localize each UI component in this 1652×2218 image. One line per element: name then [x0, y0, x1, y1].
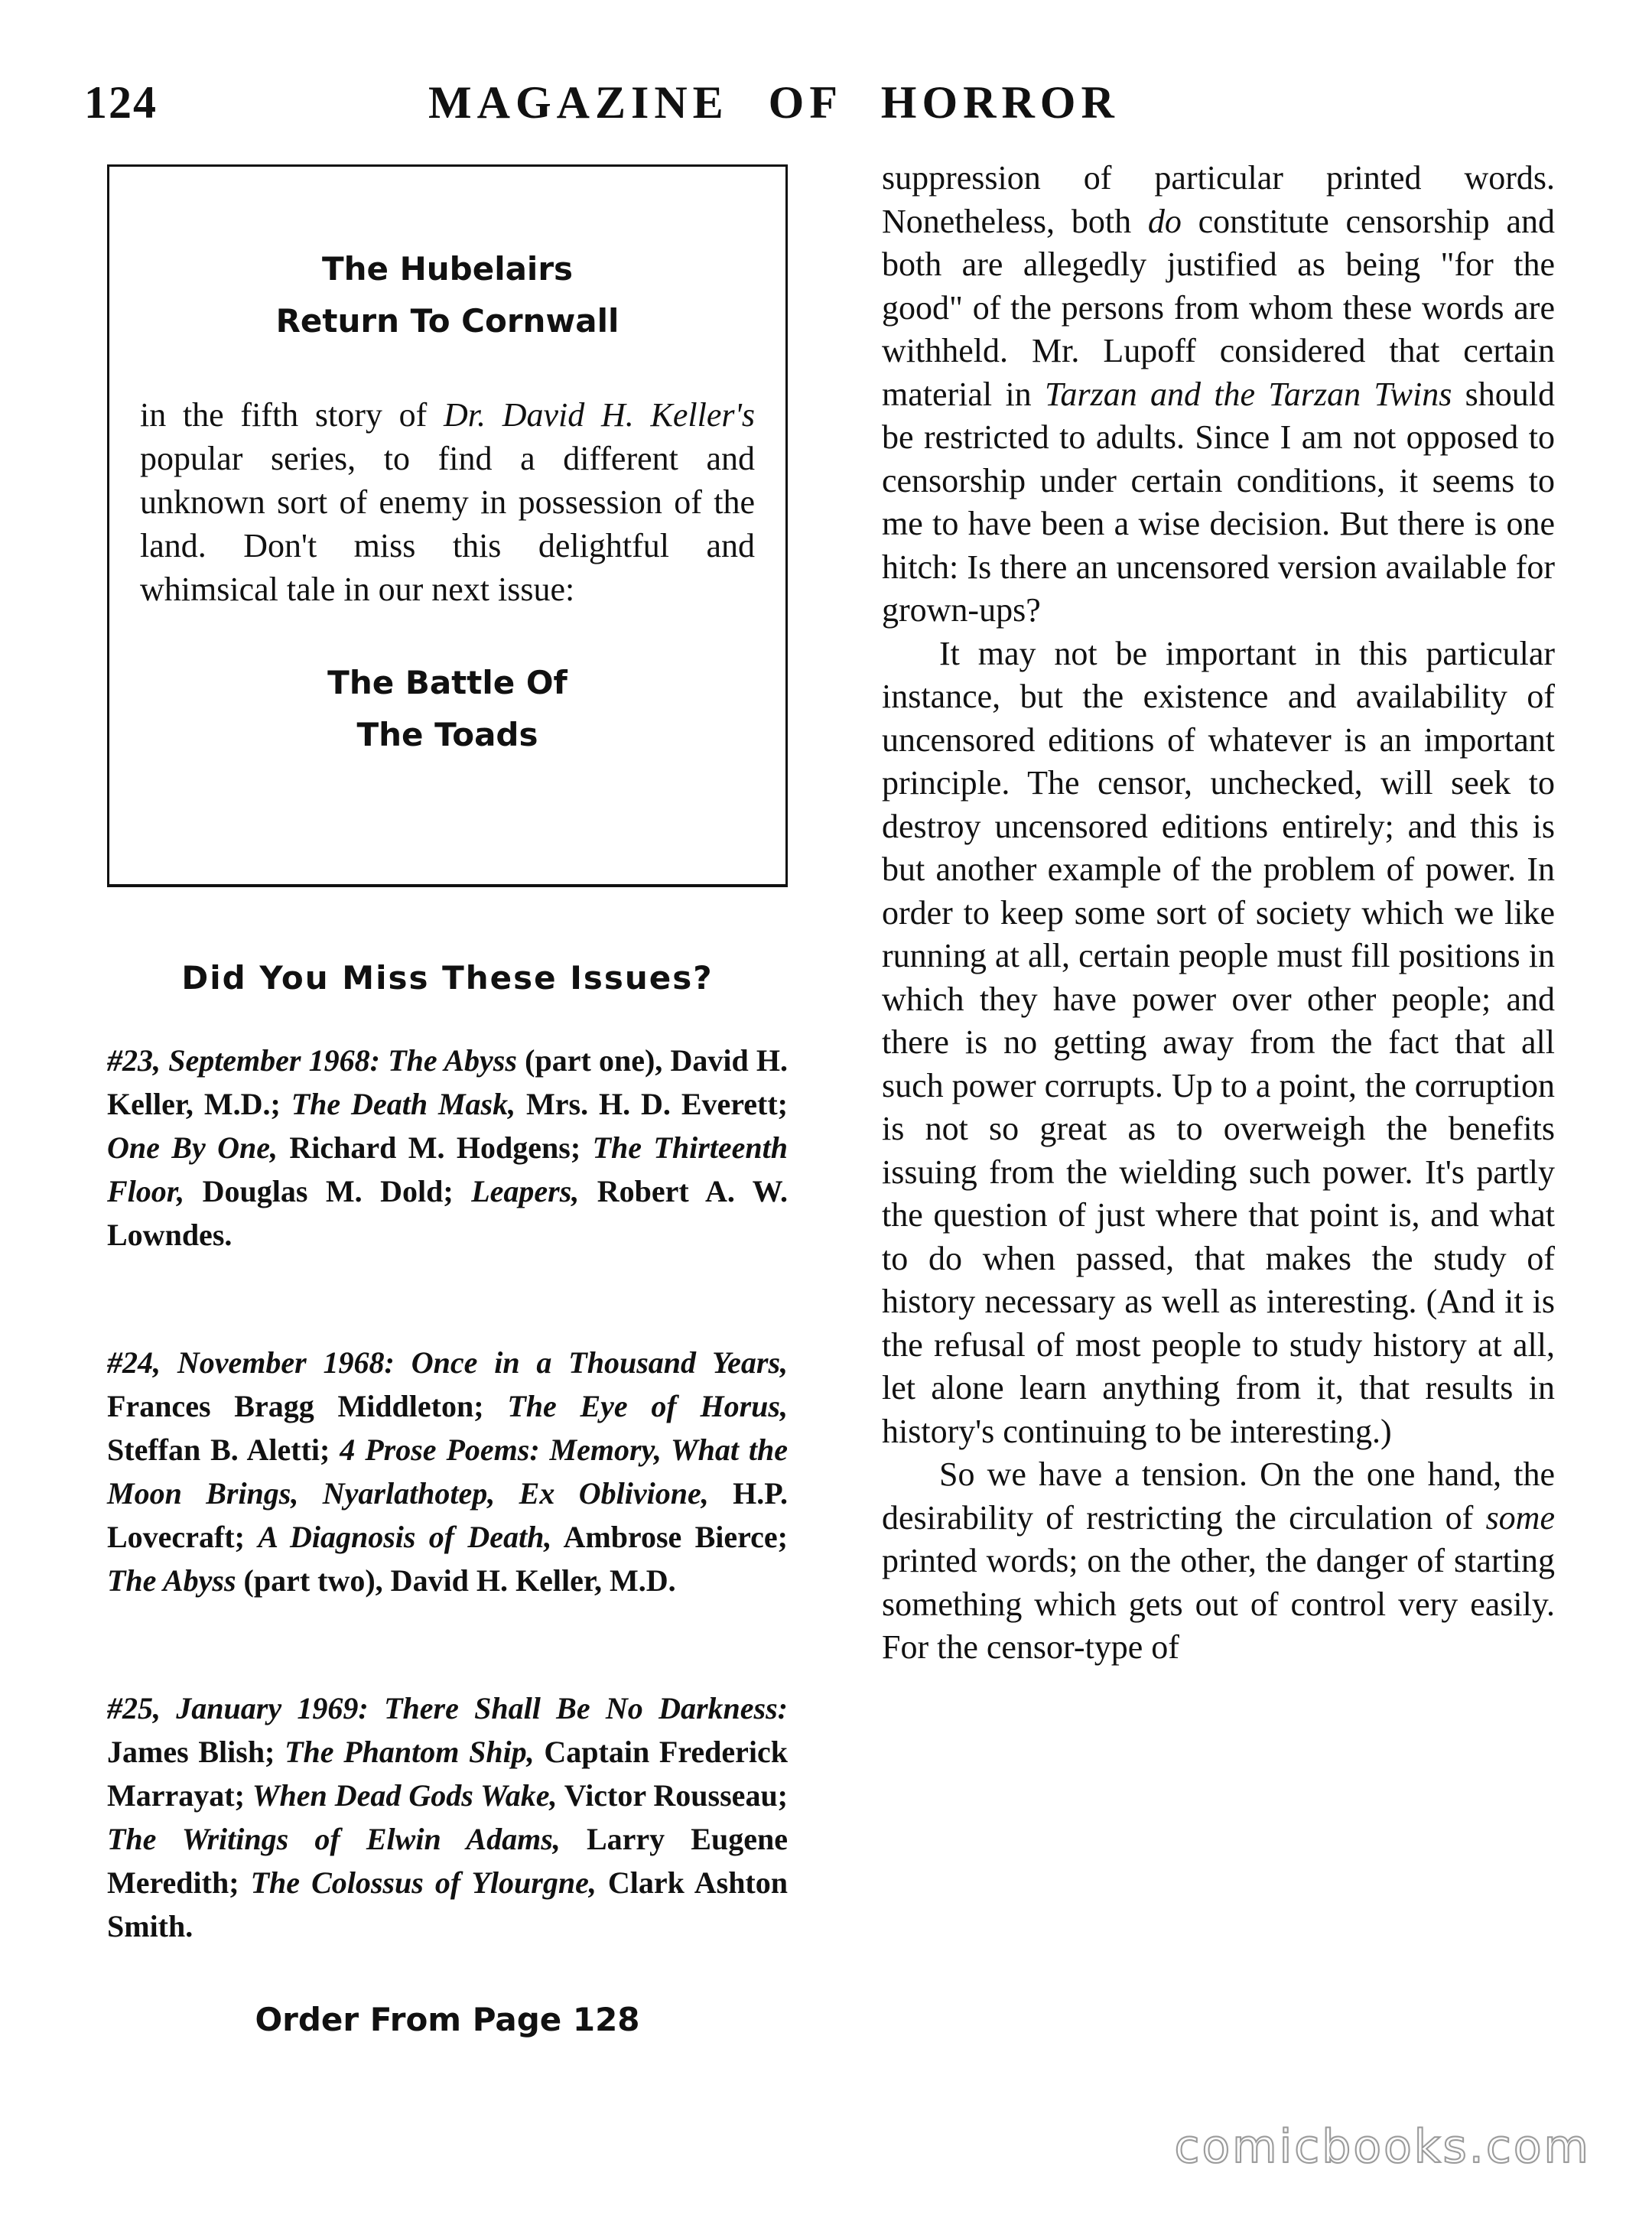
page-header — [0, 76, 1652, 138]
story-credit: Douglas M. Dold; — [184, 1174, 472, 1208]
article-text: printed words; on the other, the danger of starting something which gets out of control very easily. For the censor-type of — [882, 1542, 1555, 1666]
story-credit: Ambrose Bierce; — [551, 1520, 788, 1554]
story-credit: H.P. Lovecraft; — [107, 1476, 788, 1554]
page-number: 124 — [84, 77, 158, 128]
issue-label: #24, November 1968: — [107, 1345, 395, 1380]
story-title: There Shall Be No Darkness: — [384, 1691, 788, 1725]
story-title: One By One, — [107, 1130, 278, 1165]
article-text: constitute censorship and both are allegedly justified as being "for the good" of the persons from whom these words are withheld. Mr. Lupoff considered that certain material in — [882, 202, 1555, 413]
story-credit: Clark Ashton Smith. — [107, 1865, 789, 1943]
story-title: When Dead Gods Wake, — [252, 1778, 558, 1813]
left-column — [107, 164, 788, 2046]
back-issue-25 — [107, 1686, 788, 1948]
promo-title-line-2: Return To Cornwall — [275, 302, 620, 340]
story-credit: Larry Eugene Meredith; — [107, 1822, 788, 1900]
article-text: So we have a tension. On the one hand, the desirability of restricting the circulation of — [882, 1455, 1555, 1537]
story-credit: Steffan B. Aletti; — [107, 1433, 340, 1467]
site-watermark: comicbooks.com — [1174, 2120, 1591, 2174]
article-emphasis: some — [1485, 1498, 1555, 1537]
back-issues-heading: Did You Miss These Issues? — [181, 959, 714, 997]
story-credit: Robert A. W. Lowndes. — [107, 1174, 788, 1252]
story-title: Once in a Thousand Years, — [411, 1345, 789, 1380]
story-credit: Frances Bragg Middleton; — [107, 1389, 508, 1423]
story-title: The Abyss — [388, 1043, 517, 1078]
promo-title-line-1: The Hubelairs — [321, 250, 574, 288]
story-title: The Death Mask, — [291, 1087, 516, 1121]
story-title: The Abyss — [107, 1563, 236, 1598]
next-story-line-1: The Battle Of — [327, 664, 567, 701]
article-emphasis: do — [1147, 202, 1182, 240]
story-credit: James Blish; — [107, 1735, 285, 1769]
promo-author: Dr. David H. Keller's — [444, 396, 755, 434]
article-paragraph-3 — [882, 1453, 1555, 1670]
issue-label: #25, January 1969: — [107, 1691, 369, 1725]
story-credit: Richard M. Hodgens; — [278, 1130, 593, 1165]
story-credit: Victor Rousseau; — [557, 1778, 789, 1813]
issue-label: #23, September 1968: — [107, 1043, 381, 1078]
running-head: MAGAZINE OF HORROR — [428, 77, 1120, 128]
story-credit: Mrs. H. D. Everett; — [515, 1087, 788, 1121]
promo-body — [140, 393, 755, 611]
story-title: The Phantom Ship, — [285, 1735, 535, 1769]
back-issue-24 — [107, 1341, 788, 1602]
story-title: The Colossus of Ylourgne, — [250, 1865, 597, 1900]
story-title: The Eye of Horus, — [507, 1389, 788, 1423]
story-title: 4 Prose Poems: Memory, What the Moon Brings, Nyarlathotep, Ex Oblivione, — [107, 1433, 788, 1511]
book-title: Tarzan and the Tarzan Twins — [1045, 375, 1452, 413]
next-story-line-2: The Toads — [356, 716, 538, 753]
story-credit: Captain Frederick Marrayat; — [107, 1735, 788, 1813]
article-text: should be restricted to adults. Since I am not opposed to censorship under certain conditions, it seems to me to have been a wise decision. But there is one hitch: Is there an uncensored version available for grown-ups? — [882, 375, 1555, 629]
article-paragraph-2: It may not be important in this particular instance, but the existence and availability of uncensored editions of whatever is an important principle. The censor, unchecked, will seek to destroy uncensored editions entirely; and this is but another example of the problem of power. In order to keep some sort of society which we like running at all, certain people must fill positions in which they have power over other people; and there is no getting away from the fact that all such power corrupts. Up to a point, the corruption is not so great as to overweigh the benefits issuing from the wielding such power. It's partly the question of just where that point is, and what to do when passed, that makes the study of history necessary as well as interesting. (And it is the refusal of most people to study history at all, let alone learn anything from it, that results in history's continuing to be interesting.) — [882, 634, 1555, 1450]
article-paragraph-1 — [882, 157, 1555, 633]
article-column — [882, 157, 1555, 1670]
story-title: The Thirteenth Floor, — [107, 1130, 788, 1208]
article-text: suppression of particular printed words. Nonetheless, both — [882, 159, 1555, 240]
promo-body-a: in the fifth story of — [140, 396, 444, 434]
order-line: Order From Page 128 — [255, 2001, 640, 2038]
next-issue-promo-box — [107, 164, 788, 887]
story-title: Leapers, — [471, 1174, 580, 1208]
story-credit: (part one), David H. Keller, M.D.; — [107, 1043, 789, 1121]
promo-title — [140, 243, 755, 347]
next-story-title — [140, 657, 755, 761]
promo-body-b: popular series, to find a different and unknown sort of enemy in possession of the land. Don't miss this delightful and whimsical tale in our next issue: — [140, 440, 755, 608]
story-credit: (part two), David H. Keller, M.D. — [236, 1563, 676, 1598]
story-title: A Diagnosis of Death, — [258, 1520, 552, 1554]
back-issue-23 — [107, 1039, 788, 1257]
story-title: The Writings of Elwin Adams, — [107, 1822, 561, 1856]
